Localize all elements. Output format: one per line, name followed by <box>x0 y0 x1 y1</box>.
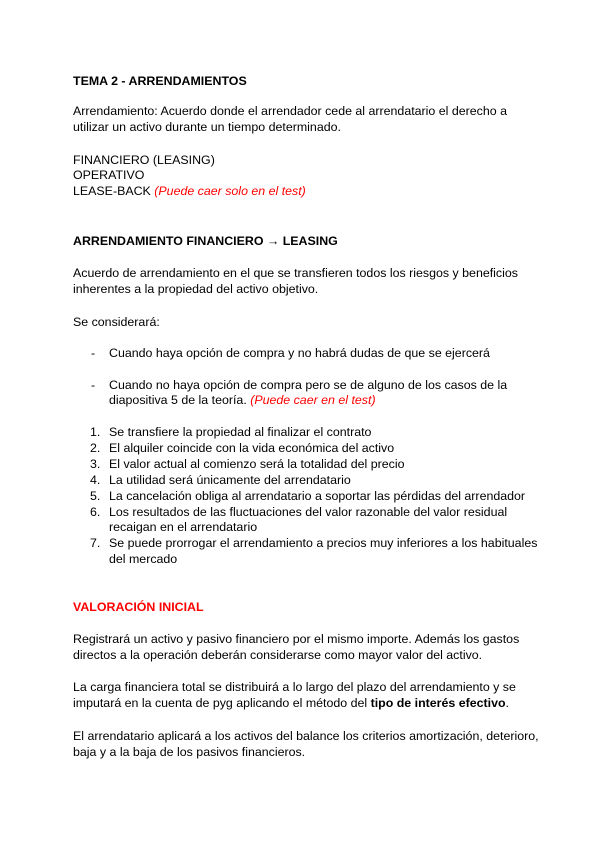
bullet-2-note: (Puede caer en el test) <box>250 393 376 407</box>
list-item-text: La cancelación obliga al arrendatario a soportar las pérdidas del arrendador <box>109 489 526 503</box>
list-item-text-continued: recaigan en el arrendatario <box>109 520 258 534</box>
definition-line-2: utilizar un activo durante un tiempo determinado. <box>73 120 341 134</box>
list-item-text: Los resultados de las fluctuaciones del valor razonable del valor residual <box>109 505 508 519</box>
leasing-intro-line-2: inherentes a la propiedad del activo objetivo. <box>73 282 319 296</box>
valoracion-p2-emphasis: tipo de interés efectivo <box>370 696 506 710</box>
type-leaseback-note: (Puede caer solo en el test) <box>154 184 306 198</box>
list-item-number: 4. <box>90 473 101 487</box>
valoracion-p2-text: imputará en la cuenta de pyg aplicando el método del <box>73 696 371 710</box>
valoracion-p1-line-2: directos a la operación deberán considerarse como mayor valor del activo. <box>73 648 483 662</box>
list-item-number: 6. <box>90 505 101 519</box>
section-title-leasing: ARRENDAMIENTO FINANCIERO → LEASING <box>73 234 338 248</box>
list-item-number: 1. <box>90 425 101 439</box>
valoracion-p2-line-1: La carga financiera total se distribuirá a lo largo del plazo del arrendamiento y se <box>73 680 516 694</box>
type-operativo: OPERATIVO <box>73 168 145 182</box>
list-item-number: 3. <box>90 457 101 471</box>
list-item-text: El valor actual al comienzo será la totalidad del precio <box>109 457 405 471</box>
valoracion-p2-line-2 <box>73 695 509 711</box>
list-item-number: 2. <box>90 441 101 455</box>
type-leaseback-label: LEASE-BACK <box>73 184 151 198</box>
type-leaseback <box>73 183 306 199</box>
bullet-dash-1: - <box>91 346 96 360</box>
list-item-number: 5. <box>90 489 101 503</box>
list-item-number: 7. <box>90 536 101 550</box>
list-item-text: El alquiler coincide con la vida económica del activo <box>109 441 395 455</box>
page-title: TEMA 2 - ARRENDAMIENTOS <box>73 74 247 88</box>
bullet-1-text: Cuando haya opción de compra y no habrá dudas de que se ejercerá <box>109 346 490 360</box>
valoracion-p1-line-1: Registrará un activo y pasivo financiero por el mismo importe. Además los gastos <box>73 632 520 646</box>
leasing-intro-line-1: Acuerdo de arrendamiento en el que se transfieren todos los riesgos y beneficios <box>73 266 518 280</box>
list-item-text: La utilidad será únicamente del arrendatario <box>109 473 351 487</box>
list-item-text-continued: del mercado <box>109 552 178 566</box>
list-item-text: Se transfiere la propiedad al finalizar el contrato <box>109 425 372 439</box>
valoracion-p2-period: . <box>505 696 509 710</box>
bullet-2-line-2 <box>109 392 376 408</box>
section-title-valoracion: VALORACIÓN INICIAL <box>73 600 204 614</box>
valoracion-p3-line-1: El arrendatario aplicará a los activos del balance los criterios amortización, deterioro, <box>73 729 539 743</box>
bullet-2-text: diapositiva 5 de la teoría. <box>109 393 247 407</box>
list-item-text: Se puede prorrogar el arrendamiento a precios muy inferiores a los habituales <box>109 536 538 550</box>
bullet-dash-2: - <box>91 378 96 392</box>
valoracion-p3-line-2: baja y a la baja de los pasivos financieros. <box>73 745 306 759</box>
definition-line-1: Arrendamiento: Acuerdo donde el arrendador cede al arrendatario el derecho a <box>73 104 507 118</box>
type-financiero: FINANCIERO (LEASING) <box>73 153 215 167</box>
bullet-2-line-1: Cuando no haya opción de compra pero se de alguno de los casos de la <box>109 378 508 392</box>
considera-label: Se considerará: <box>73 315 160 329</box>
